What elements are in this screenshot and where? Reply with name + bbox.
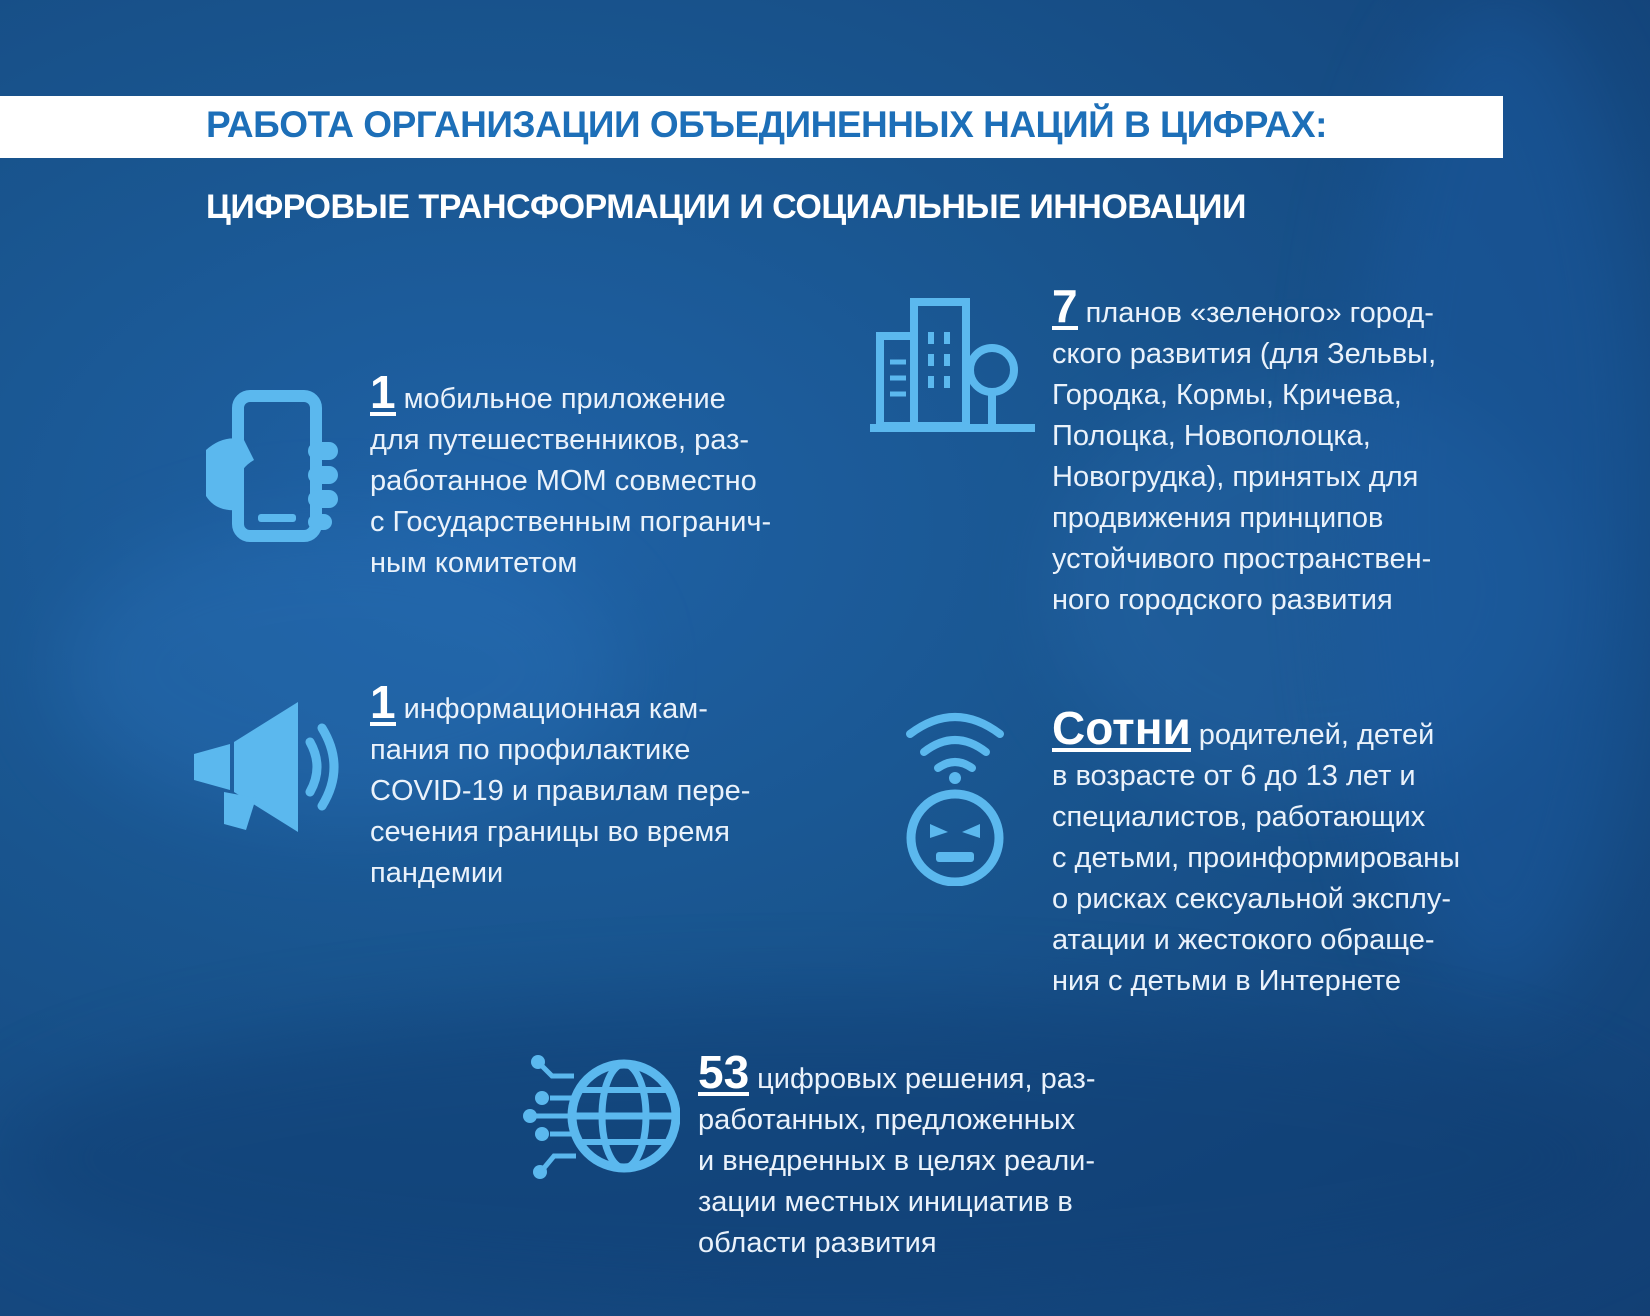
stat-text-line: родителей, детей (1198, 719, 1435, 751)
megaphone-icon (186, 688, 356, 838)
page-subtitle: ЦИФРОВЫЕ ТРАНСФОРМАЦИИ И СОЦИАЛЬНЫЕ ИННОВАЦИИ (206, 188, 1246, 226)
stat-text-line: ния с детьми в Интернете (1052, 965, 1402, 997)
stat-text-line: работанное МОМ совместно (370, 465, 757, 497)
stat-text-line: ным комитетом (370, 547, 578, 579)
page-title: РАБОТА ОРГАНИЗАЦИИ ОБЪЕДИНЕННЫХ НАЦИЙ В ЦИФРАХ: (206, 104, 1327, 145)
stat-text-line: информационная кам- (403, 693, 708, 725)
stat-text-line: о рисках сексуальной эксплу- (1052, 883, 1451, 915)
stat-text-line: в возрасте от 6 до 13 лет и (1052, 760, 1416, 792)
digital-globe-icon (520, 1046, 680, 1186)
stat-info-campaign (370, 676, 751, 894)
stat-text-line: продвижения принципов (1052, 502, 1384, 534)
stat-number: 1 (370, 366, 396, 418)
stat-text-line: COVID-19 и правилам пере- (370, 775, 751, 807)
stat-text-line: пандемии (370, 857, 504, 889)
stat-text-line: зации местных инициатив в (698, 1186, 1073, 1218)
stat-text-line: мобильное приложение (403, 383, 726, 415)
hand-phone-icon (196, 390, 346, 550)
stat-number: 1 (370, 676, 396, 728)
stat-text-line: ного городского развития (1052, 584, 1393, 616)
stat-text-line: и внедренных в целях реали- (698, 1145, 1096, 1177)
stat-parents-children (1052, 702, 1461, 1002)
stat-text-line: области развития (698, 1227, 937, 1259)
stat-text-line: специалистов, работающих (1052, 801, 1426, 833)
stat-text-line: пания по профилактике (370, 734, 691, 766)
stat-number: Сотни (1052, 702, 1191, 754)
stat-green-plans (1052, 280, 1437, 621)
wifi-angry-face-icon (900, 706, 1010, 886)
stat-digital-solutions (698, 1046, 1096, 1264)
stat-text-line: с Государственным погранич- (370, 506, 772, 538)
city-buildings-icon (870, 296, 1035, 436)
stat-text-line: устойчивого пространствен- (1052, 543, 1432, 575)
stat-mobile-app (370, 366, 772, 584)
stat-text-line: Полоцка, Новополоцка, (1052, 420, 1371, 452)
stat-number: 53 (698, 1046, 750, 1098)
stat-text-line: атации и жестокого обраще- (1052, 924, 1435, 956)
stat-text-line: цифровых решения, раз- (757, 1063, 1096, 1095)
stat-text-line: планов «зеленого» город- (1085, 297, 1434, 329)
stat-text-line: сечения границы во время (370, 816, 731, 848)
stat-text-line: ского развития (для Зельвы, (1052, 338, 1437, 370)
stat-number: 7 (1052, 280, 1078, 332)
stat-text-line: Городка, Кормы, Кричева, (1052, 379, 1402, 411)
stat-text-line: работанных, предложенных (698, 1104, 1076, 1136)
stat-text-line: с детьми, проинформированы (1052, 842, 1461, 874)
stat-text-line: для путешественников, раз- (370, 424, 750, 456)
stat-text-line: Новогрудка), принятых для (1052, 461, 1419, 493)
